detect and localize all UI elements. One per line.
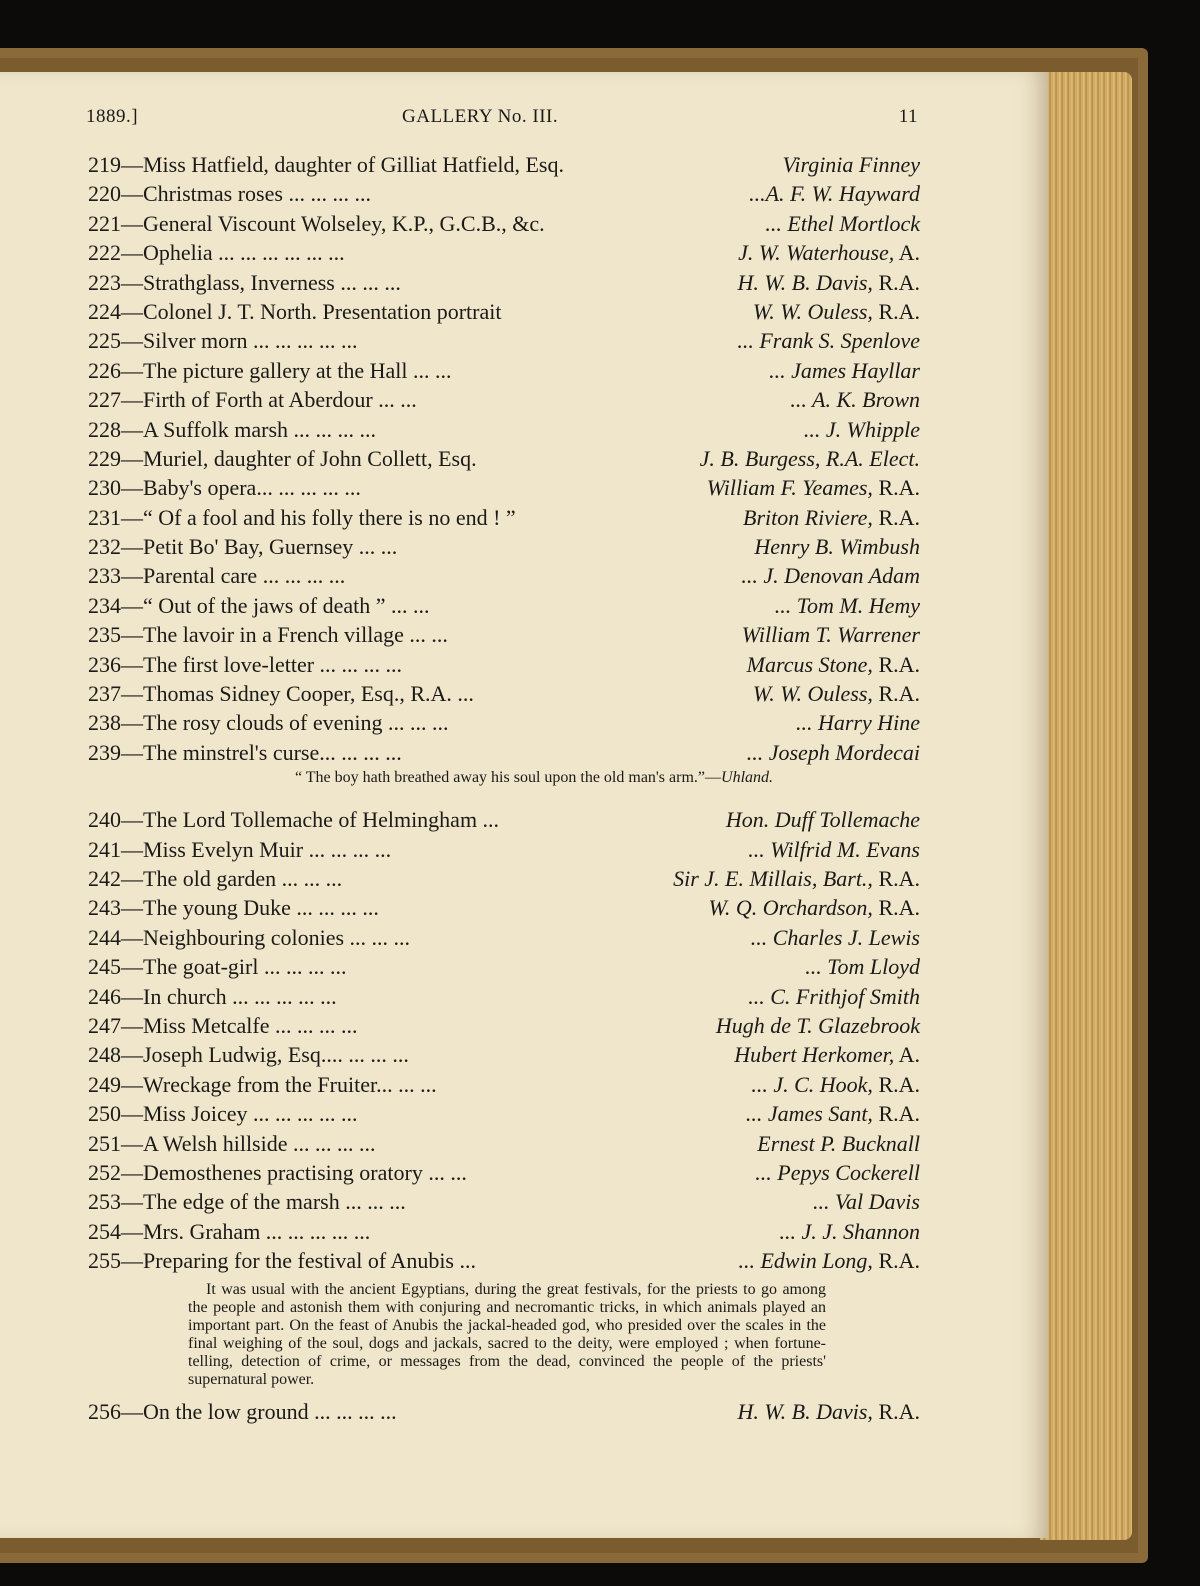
artist-suffix: R.A. xyxy=(872,269,920,295)
running-head xyxy=(86,106,918,136)
entry-title: 246—In church ... ... ... ... ... xyxy=(88,983,337,1009)
catalogue-entry xyxy=(88,893,920,922)
artist-suffix: R.A. xyxy=(872,865,920,891)
catalogue-entry xyxy=(88,835,920,864)
catalogue-entry xyxy=(88,1158,920,1187)
catalogue-page xyxy=(0,72,1048,1538)
artist-suffix: A. xyxy=(894,1042,920,1068)
artist-name: ...A. F. W. Hayward xyxy=(749,181,920,207)
artist-name: ... Ethel Mortlock xyxy=(765,210,920,236)
entry-title: 233—Parental care ... ... ... ... xyxy=(88,563,346,589)
catalogue-entry xyxy=(88,738,920,767)
catalogue-entry xyxy=(88,532,920,561)
entry-artist xyxy=(737,326,920,355)
catalogue-entry xyxy=(88,620,920,649)
catalogue-entry xyxy=(88,238,920,267)
entry-title: 225—Silver morn ... ... ... ... ... xyxy=(88,328,358,354)
entry-title: 241—Miss Evelyn Muir ... ... ... ... xyxy=(88,836,392,862)
entry-title: 234—“ Out of the jaws of death ” ... ... xyxy=(88,592,430,618)
page-edges xyxy=(1040,72,1132,1540)
quote-text: “ The boy hath breathed away his soul upon the old man's arm.”— xyxy=(294,769,722,787)
header-title: GALLERY No. III. xyxy=(402,106,559,127)
entry-title: 239—The minstrel's curse... ... ... ... xyxy=(88,739,402,765)
artist-name: J. B. Burgess, R.A. Elect. xyxy=(699,445,920,471)
catalogue-entry xyxy=(88,805,920,834)
catalogue-entry xyxy=(88,1246,920,1275)
artist-name: William T. Warrener xyxy=(741,622,920,648)
artist-name: ... J. Denovan Adam xyxy=(741,563,920,589)
artist-name: ... Charles J. Lewis xyxy=(750,924,920,950)
artist-name: Virginia Finney xyxy=(782,152,920,177)
quote-source: Uhland. xyxy=(721,769,774,787)
entry-artist xyxy=(747,738,920,767)
entry-artist xyxy=(769,356,920,385)
artist-name: ... Tom Lloyd xyxy=(805,954,920,980)
entry-artist xyxy=(742,620,920,649)
entry-artist xyxy=(707,473,920,502)
entry-title: 244—Neighbouring colonies ... ... ... xyxy=(88,924,411,950)
entry-title: 250—Miss Joicey ... ... ... ... ... xyxy=(88,1101,358,1127)
catalogue-entry xyxy=(88,923,920,952)
entry-title: 219—Miss Hatfield, daughter of Gilliat Hatfield, Esq. xyxy=(88,152,564,177)
catalogue-entry xyxy=(88,1070,920,1099)
entry-artist xyxy=(755,1158,920,1187)
artist-name: Hon. Duff Tollemache xyxy=(725,807,920,833)
entry-artist xyxy=(737,1397,920,1426)
entry-artist xyxy=(673,864,920,893)
entry-title: 255—Preparing for the festival of Anubis ... xyxy=(88,1248,476,1274)
entry-artist xyxy=(700,444,920,473)
entry-title: 251—A Welsh hillside ... ... ... ... xyxy=(88,1130,376,1156)
artist-name: Ernest P. Bucknall xyxy=(757,1130,920,1156)
catalogue-entry xyxy=(88,982,920,1011)
entry-title: 228—A Suffolk marsh ... ... ... ... xyxy=(88,416,377,442)
entry-title: 227—Firth of Forth at Aberdour ... ... xyxy=(88,387,417,413)
artist-name: ... Pepys Cockerell xyxy=(755,1159,920,1185)
catalogue-entry xyxy=(88,473,920,502)
entry-title: 256—On the low ground ... ... ... ... xyxy=(88,1399,397,1425)
entry-artist xyxy=(749,179,920,208)
entry-artist xyxy=(709,893,920,922)
spacer xyxy=(88,795,920,805)
catalogue-entry xyxy=(88,679,920,708)
artist-suffix: R.A. xyxy=(872,651,920,677)
entry-title: 254—Mrs. Graham ... ... ... ... ... xyxy=(88,1218,371,1244)
entries-group-c xyxy=(88,1397,920,1426)
catalogue-entry xyxy=(88,952,920,981)
artist-suffix: R.A. xyxy=(872,1399,920,1425)
entry-artist xyxy=(775,591,920,620)
entry-title: 252—Demosthenes practising oratory ... ... xyxy=(88,1159,467,1185)
catalogue-entry xyxy=(88,1397,920,1426)
catalogue-entry xyxy=(88,650,920,679)
catalogue-entry xyxy=(88,1099,920,1128)
artist-name: H. W. B. Davis, xyxy=(737,269,873,295)
entry-artist xyxy=(738,1246,920,1275)
artist-name: H. W. B. Davis, xyxy=(737,1399,873,1425)
entries-list xyxy=(88,150,920,1427)
entry-artist xyxy=(748,835,920,864)
entry-title: 249—Wreckage from the Fruiter... ... ... xyxy=(88,1071,437,1097)
artist-name: ... Frank S. Spenlove xyxy=(737,328,920,354)
catalogue-entry xyxy=(88,1011,920,1040)
catalogue-entry xyxy=(88,864,920,893)
entry-artist xyxy=(738,238,920,267)
entry-title: 247—Miss Metcalfe ... ... ... ... xyxy=(88,1012,358,1038)
entry-artist xyxy=(757,1129,920,1158)
entry-artist xyxy=(747,650,920,679)
catalogue-entry xyxy=(88,444,920,473)
entry-artist xyxy=(754,532,920,561)
catalogue-entry xyxy=(88,415,920,444)
entry-title: 222—Ophelia ... ... ... ... ... ... xyxy=(88,240,345,266)
artist-name: ... James Sant, xyxy=(745,1101,873,1127)
entry-title: 224—Colonel J. T. North. Presentation portrait xyxy=(88,298,502,324)
artist-name: ... C. Frithjof Smith xyxy=(748,983,920,1009)
entry-artist xyxy=(790,385,920,414)
catalogue-entry xyxy=(88,1217,920,1246)
artist-suffix: R.A. xyxy=(872,1071,920,1097)
catalogue-entry xyxy=(88,209,920,238)
entry-artist xyxy=(753,679,920,708)
artist-name: ... Edwin Long, xyxy=(738,1248,873,1274)
entry-title: 232—Petit Bo' Bay, Guernsey ... ... xyxy=(88,534,398,560)
artist-name: Sir J. E. Millais, Bart., xyxy=(673,865,873,891)
entry-title: 226—The picture gallery at the Hall ... ... xyxy=(88,357,452,383)
artist-name: Marcus Stone, xyxy=(746,651,873,677)
entry-title: 221—General Viscount Wolseley, K.P., G.C.B., &c. xyxy=(88,210,545,236)
artist-suffix: R.A. xyxy=(872,504,920,530)
catalogue-entry xyxy=(88,356,920,385)
artist-name: Briton Riviere, xyxy=(743,504,873,530)
artist-suffix: R.A. xyxy=(872,1101,920,1127)
artist-name: ... Joseph Mordecai xyxy=(746,739,920,765)
entry-artist xyxy=(734,1040,920,1069)
artist-name: ... J. C. Hook, xyxy=(751,1071,873,1097)
artist-name: W. W. Ouless, xyxy=(752,298,873,324)
catalogue-entry xyxy=(88,150,920,179)
catalogue-entry xyxy=(88,503,920,532)
entry-title: 223—Strathglass, Inverness ... ... ... xyxy=(88,269,401,295)
entry-artist xyxy=(751,923,920,952)
entry-title: 237—Thomas Sidney Cooper, Esq., R.A. ... xyxy=(88,681,474,707)
entry-title: 253—The edge of the marsh ... ... ... xyxy=(88,1189,406,1215)
entry-artist xyxy=(743,503,920,532)
artist-name: William F. Yeames, xyxy=(706,475,873,501)
artist-name: J. W. Waterhouse, xyxy=(738,240,895,266)
catalogue-entry xyxy=(88,268,920,297)
entry-artist xyxy=(737,268,920,297)
entry-artist xyxy=(751,1070,920,1099)
artist-name: ... Wilfrid M. Evans xyxy=(748,836,920,862)
catalogue-entry xyxy=(88,297,920,326)
catalogue-entry xyxy=(88,708,920,737)
artist-suffix: A. xyxy=(894,240,920,266)
catalogue-entry xyxy=(88,1187,920,1216)
artist-name: ... A. K. Brown xyxy=(790,387,920,413)
artist-name: ... Harry Hine xyxy=(795,710,920,736)
entry-artist xyxy=(765,209,920,238)
entry-artist xyxy=(796,708,920,737)
artist-suffix: R.A. xyxy=(872,1248,920,1274)
page-number: 11 xyxy=(898,106,918,127)
note-255: It was usual with the ancient Egyptians, during the great festivals, for the priests to go among the people and astonish them with conjuring and necromantic tricks, in which animals played an important part. On the feast of Anubis the jackal-headed god, who presided over the scales in the final weighing of the soul, dogs and jackals, sacred to the deity, were employed ; when fortune-telling, detection of crime, or messages from the dead, convinced the people of the priests' supernatural power. xyxy=(188,1281,826,1389)
entry-title: 248—Joseph Ludwig, Esq.... ... ... ... xyxy=(88,1042,409,1068)
artist-suffix: R.A. xyxy=(872,475,920,501)
entry-title: 242—The old garden ... ... ... xyxy=(88,865,343,891)
entry-artist xyxy=(746,1099,920,1128)
artist-suffix: R.A. xyxy=(872,298,920,324)
artist-name: Hugh de T. Glazebrook xyxy=(715,1012,920,1038)
entry-title: 235—The lavoir in a French village ... ... xyxy=(88,622,448,648)
catalogue-entry xyxy=(88,1040,920,1069)
entry-title: 231—“ Of a fool and his folly there is no end ! ” xyxy=(88,504,516,530)
entries-group-b xyxy=(88,805,920,1275)
entry-title: 243—The young Duke ... ... ... ... xyxy=(88,895,379,921)
artist-name: ... J. J. Shannon xyxy=(779,1218,920,1244)
artist-name: ... J. Whipple xyxy=(803,416,920,442)
entry-title: 240—The Lord Tollemache of Helmingham ... xyxy=(88,807,500,833)
artist-name: ... Val Davis xyxy=(813,1189,920,1215)
artist-name: Henry B. Wimbush xyxy=(754,534,920,560)
entry-artist xyxy=(779,1217,920,1246)
artist-name: ... James Hayllar xyxy=(769,357,920,383)
entry-title: 230—Baby's opera... ... ... ... ... xyxy=(88,475,361,501)
catalogue-entry xyxy=(88,179,920,208)
catalogue-entry xyxy=(88,1129,920,1158)
entry-title: 245—The goat-girl ... ... ... ... xyxy=(88,954,347,980)
entry-artist xyxy=(783,150,920,179)
artist-suffix: R.A. xyxy=(872,681,920,707)
artist-name: W. Q. Orchardson, xyxy=(708,895,873,921)
entry-artist xyxy=(753,297,920,326)
catalogue-entry xyxy=(88,385,920,414)
artist-name: W. W. Ouless, xyxy=(752,681,873,707)
artist-name: ... Tom M. Hemy xyxy=(774,592,920,618)
entry-artist xyxy=(805,952,920,981)
entry-artist xyxy=(813,1187,920,1216)
catalogue-entry xyxy=(88,591,920,620)
catalogue-entry xyxy=(88,326,920,355)
entry-artist xyxy=(716,1011,920,1040)
entry-artist xyxy=(748,982,920,1011)
entry-artist xyxy=(804,415,920,444)
catalogue-entry xyxy=(88,561,920,590)
entry-artist xyxy=(726,805,920,834)
artist-name: Hubert Herkomer, xyxy=(734,1042,895,1068)
artist-suffix: R.A. xyxy=(872,895,920,921)
quote-239 xyxy=(88,767,920,795)
entry-title: 229—Muriel, daughter of John Collett, Esq. xyxy=(88,445,477,471)
entry-title: 220—Christmas roses ... ... ... ... xyxy=(88,181,371,207)
entry-artist xyxy=(741,561,920,590)
entries-group-a xyxy=(88,150,920,767)
entry-title: 236—The first love-letter ... ... ... ... xyxy=(88,651,403,677)
entry-title: 238—The rosy clouds of evening ... ... ... xyxy=(88,710,449,736)
header-year: 1889.] xyxy=(86,106,139,127)
